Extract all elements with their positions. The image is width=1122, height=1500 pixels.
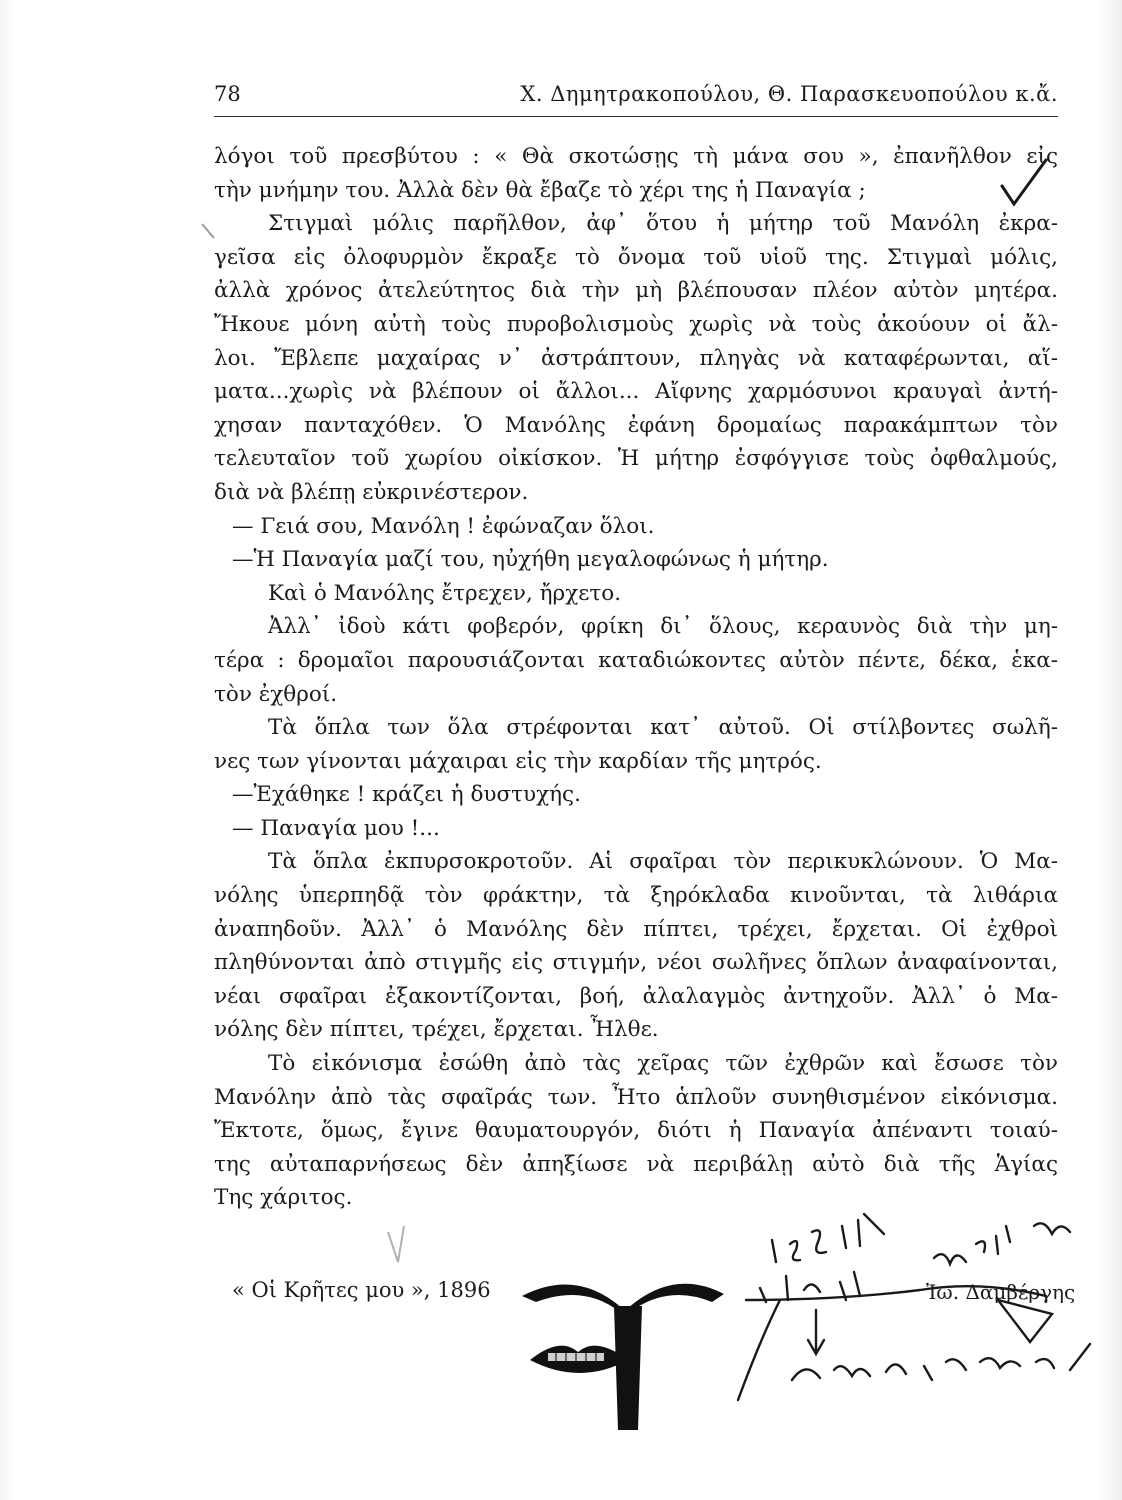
text-line: ματα...χωρὶς νὰ βλέπουν οἱ ἄλλοι... Αἴφνης χαρμόσυνοι κραυγαὶ ἀντή- xyxy=(214,379,1058,405)
page-number: 78 xyxy=(214,82,241,106)
author-name: Ἰω. Δαμβέργης xyxy=(926,1280,1076,1304)
handwriting-scribble-icon xyxy=(738,1214,1090,1400)
text-line: ἀλλὰ χρόνος ἀτελεύτητος διὰ τὴν μὴ βλέπουσαν πλέον αὐτὸν μητέρα. xyxy=(214,278,1058,304)
page-header xyxy=(214,80,1058,117)
text-line: νόλης ὑπερπηδᾷ τὸν φράκτην, τὰ ξηρόκλαδα κινοῦνται, τὰ λιθάρια xyxy=(214,883,1058,909)
text-line: Ἀλλ᾽ ἰδοὺ κάτι φοβερόν, φρίκη δι᾽ ὅλους, κεραυνὸς διὰ τὴν μη- xyxy=(268,614,1058,640)
faint-stroke-icon xyxy=(388,1226,404,1262)
dialog-line: — Γειά σου, Μανόλη ! ἐφώναζαν ὅλοι. xyxy=(232,513,655,539)
text-line: λοι. Ἔβλεπε μαχαίρας ν᾽ ἀστράπτουν, πληγὰς νὰ καταφέρωνται, αἵ- xyxy=(214,345,1058,371)
text-line: νέαι σφαῖραι ἐξακοντίζονται, βοή, ἀλαλαγμὸς ἀντηχοῦν. Ἀλλ᾽ ὁ Μα- xyxy=(214,983,1058,1009)
text-line: τέρα : δρομαῖοι παρουσιάζονται καταδιώκοντες αὐτὸν πέντε, δέκα, ἑκα- xyxy=(214,647,1058,673)
text-line: της αὐταπαρνήσεως δὲν ἀπηξίωσε νὰ περιβάλῃ αὐτὸ διὰ τῆς Ἁγίας xyxy=(214,1151,1058,1177)
text-line: Τὰ ὅπλα των ὅλα στρέφονται κατ᾽ αὐτοῦ. Οἱ στίλβοντες σωλῆ- xyxy=(268,715,1058,741)
text-line: ἀναπηδοῦν. Ἀλλ᾽ ὁ Μανόλης δὲν πίπτει, τρέχει, ἔρχεται. Οἱ ἐχθροὶ xyxy=(214,916,1058,942)
text-line: πληθύνονται ἀπὸ στιγμῆς εἰς στιγμήν, νέοι σωλῆνες ὅπλων ἀναφαίνονται, xyxy=(214,950,1058,976)
text-line: τελευταῖον τοῦ χωρίου οἰκίσκον. Ἡ μήτηρ ἐσφόγγισε τοὺς ὀφθαλμούς, xyxy=(214,446,1058,472)
arrow-up-icon xyxy=(522,1284,724,1430)
lips-stamp-icon xyxy=(530,1346,628,1373)
text-line: νες των γίνονται μάχαιραι εἰς τὴν καρδίαν τῆς μητρός. xyxy=(214,748,822,774)
text-line: νόλης δὲν πίπτει, τρέχει, ἔρχεται. Ἦλθε. xyxy=(214,1017,659,1043)
text-line: λόγοι τοῦ πρεσβύτου : « Θὰ σκοτώσῃς τὴ μάνα σου », ἐπανῆλθον εἰς xyxy=(214,144,1058,169)
body-text xyxy=(214,140,1058,1215)
text-line: χησαν πανταχόθεν. Ὁ Μανόλης ἐφάνη δρομαίως παρακάμπτων τὸν xyxy=(214,412,1058,438)
text-line: Ἔκτοτε, ὅμως, ἔγινε θαυματουργόν, διότι ἡ Παναγία ἀπέναντι τοιαύ- xyxy=(214,1118,1058,1144)
text-line: Τὰ ὅπλα ἐκπυρσοκροτοῦν. Αἱ σφαῖραι τὸν περικυκλώνουν. Ὁ Μα- xyxy=(268,849,1058,875)
text-line: διὰ νὰ βλέπῃ εὐκρινέστερον. xyxy=(214,479,529,505)
text-line: Καὶ ὁ Μανόλης ἔτρεχεν, ἤρχετο. xyxy=(268,580,622,606)
dialog-line: — Παναγία μου !... xyxy=(232,815,440,841)
text-line: Της χάριτος. xyxy=(214,1185,353,1211)
running-head: Χ. Δημητρακοπούλου, Θ. Παρασκευοπούλου κ.ἄ. xyxy=(520,82,1058,106)
dialog-line: —Ἡ Παναγία μαζί του, ηὐχήθη μεγαλοφώνως ἡ μήτηρ. xyxy=(232,547,829,573)
dialog-line: —Ἐχάθηκε ! κράζει ἡ δυστυχής. xyxy=(232,782,581,808)
text-line: γεῖσα εἰς ὀλοφυρμὸν ἔκραξε τὸ ὄνομα τοῦ υἱοῦ της. Στιγμαὶ μόλις, xyxy=(214,244,1058,270)
text-line: τὸν ἐχθροί. xyxy=(214,681,338,707)
text-line: Μανόλην ἀπὸ τὰς σφαῖράς των. Ἦτο ἁπλοῦν συνηθισμένον εἰκόνισμα. xyxy=(214,1084,1058,1110)
text-line: Ἤκουε μόνη αὐτὴ τοὺς πυροβολισμοὺς χωρὶς νὰ τοὺς ἀκούουν οἱ ἄλ- xyxy=(214,311,1058,337)
text-line: τὴν μνήμην του. Ἀλλὰ δὲν θὰ ἔβαζε τὸ χέρι της ἡ Παναγία ; xyxy=(214,177,866,203)
text-line: Τὸ εἰκόνισμα ἐσώθη ἀπὸ τὰς χεῖρας τῶν ἐχθρῶν καὶ ἔσωσε τὸν xyxy=(268,1051,1058,1077)
text-line: Στιγμαὶ μόλις παρῆλθον, ἀφ᾽ ὅτου ἡ μήτηρ τοῦ Μανόλη ἐκρα- xyxy=(268,211,1058,237)
source-citation: « Οἱ Κρῆτες μου », 1896 xyxy=(232,1278,491,1302)
margin-tick-icon xyxy=(202,224,214,238)
